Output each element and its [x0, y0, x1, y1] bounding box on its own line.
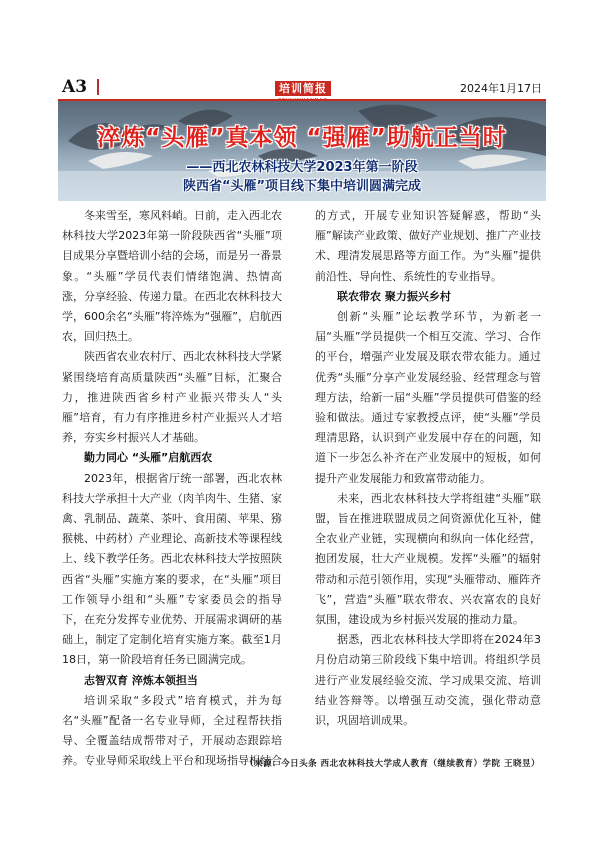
section-heading-2: 志智双育 淬炼本领担当 — [84, 673, 198, 687]
paragraph-mentorship-cont: 的方式，开展专业知识答疑解惑，帮助“头雁”解读产业政策、做好产业规划、推广产业技术、理清发展思路等方面工作。为“头雁”提供前沿性、导向性、系统性的专业指导。 — [315, 209, 541, 283]
paragraph-mentorship: 培训采取“多段式”培育模式，并为每名“头雁”配备一名专业导师，全过程帮扶指导、全覆盖结成帮带对子，开展动态跟踪培养。专业导师采取线上平台和现场指导相结合 — [62, 693, 282, 768]
masthead — [268, 77, 338, 99]
article-column-left — [62, 206, 282, 772]
paragraph-curriculum: 2023年，根据省厅统一部署，西北农林科技大学承担十大产业（肉羊肉牛、生猪、家禽、乳制品、蔬菜、茶叶、食用菌、苹果、猕猴桃、中药材）产业理论、高新技术等课程线上、线下教学任务。西北农林科技大学按照陕西省“头雁”实施方案的要求，在“头雁”项目工作领导小组和“头雁”专家委员会的指导下，在充分发挥专业优势、开展需求调研的基础上，制定了定制化培育实施方案。截至1月18日，第一阶段培育任务已圆满完成。 — [62, 471, 282, 667]
subheadline-line-1: ——西北农林科技大学2023年第一阶段 — [186, 160, 418, 175]
banner-photo — [58, 101, 546, 201]
masthead-title: 培训简报 — [275, 81, 331, 96]
paragraph-forum: 创新“头雁”论坛教学环节，为新老一届“头雁”学员提供一个相互交流、学习、合作的平台，增强产业发展及联农带农能力。通过优秀“头雁”分享产业发展经验、经营理念与管理方法，给新一届“头雁”学员提供可借鉴的经验和做法。通过专家教授点评，使“头雁”学员理清思路，认识到产业发展中存在的问题，知道下一步怎么补齐在产业发展中的短板，如何提升产业发展能力和致富带动能力。 — [315, 310, 541, 485]
subheadline-line-2: 陕西省“头雁”项目线下集中培训圆满完成 — [182, 179, 422, 194]
headline: 淬炼“头雁”真本领 “强雁”助航正当时 — [97, 125, 507, 151]
issue-date: 2024年1月17日 — [460, 82, 542, 95]
article-column-right — [315, 206, 541, 731]
paragraph-intro: 冬来雪至，寒风料峭。日前，走入西北农林科技大学2023年第一阶段陕西省“头雁”项目成果分享暨培训小结的会场，而是另一番景象。“头雁”学员代表们情绪饱满、热情高涨，分享经验、传递力量。在西北农林科技大学，600余名“头雁”将淬炼为“强雁”，启航西农，回归热土。 — [62, 209, 282, 344]
page-number: A3 — [62, 77, 88, 97]
page-number-divider — [97, 79, 99, 95]
section-heading-3: 联农带农 聚力振兴乡村 — [337, 289, 451, 303]
paragraph-alliance: 未来，西北农林科技大学将组建“头雁”联盟，旨在推进联盟成员之间资源优化互补，健全农业产业链，实现横向和纵向一体化经营，抱团发展，壮大产业规模。发挥“头雁”的辐射带动和示范引领作用，实现“头雁带动、雁阵齐飞”，营造“头雁”联农带农、兴农富农的良好氛围，建设成为乡村振兴发展的推动力量。 — [315, 491, 541, 627]
source-credit: （来源：今日头条 西北农林科技大学成人教育（继续教育）学院 王晓昱） — [245, 759, 540, 769]
paragraph-next-stage: 据悉，西北农林科技大学即将在2024年3月份启动第三阶段线下集中培训。将组织学员进行产业发展经验交流、学习成果交流、培训结业答辩等。以增强互动交流，强化带动意识，巩固培训成果。 — [315, 633, 541, 728]
section-heading-1: 勤力同心 “头雁”启航西农 — [84, 451, 213, 465]
paragraph-background: 陕西省农业农村厅、西北农林科技大学紧紧围绕培育高质量陕西“头雁”目标，汇聚合力，推进陕西省乡村产业振兴带头人“头雁”培育，有力有序推进乡村产业振兴人才培养，夯实乡村振兴人才基础。 — [62, 350, 282, 445]
